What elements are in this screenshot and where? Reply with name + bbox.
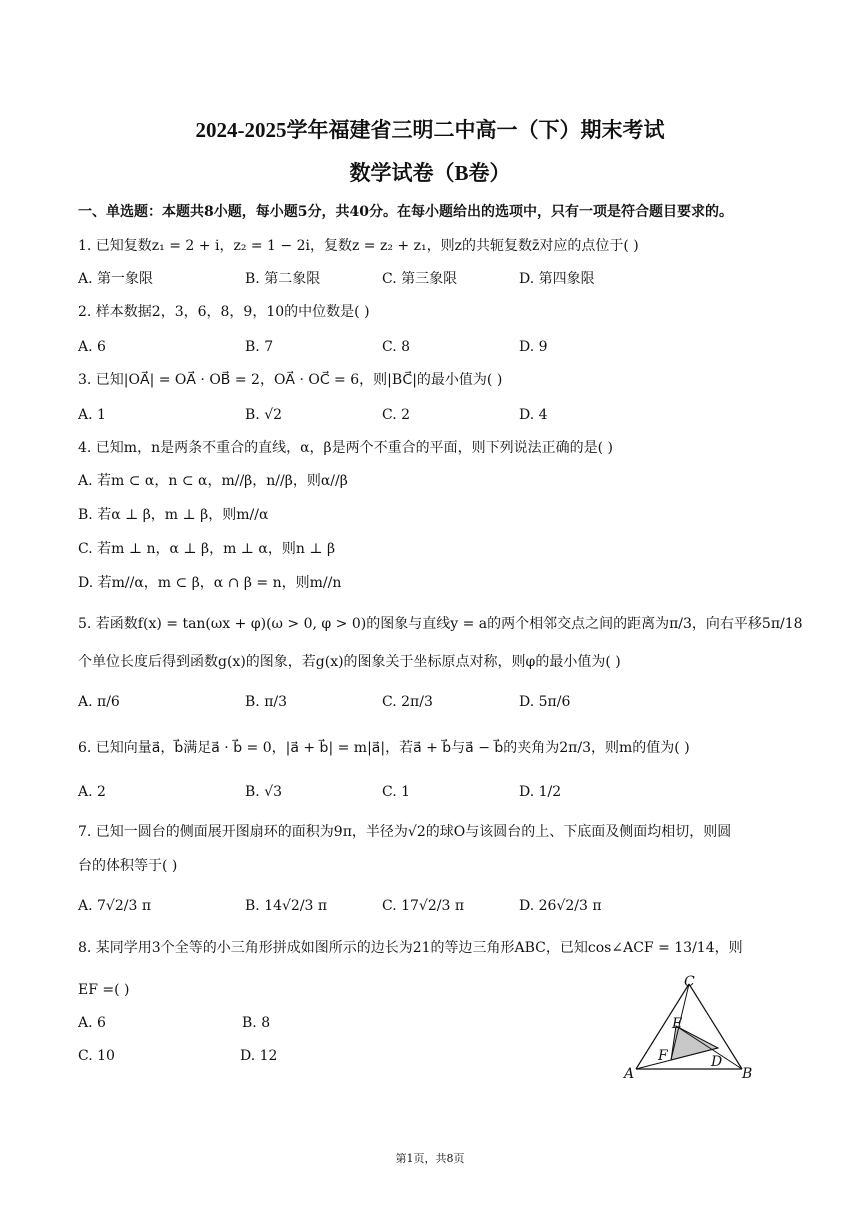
question-8-stem-line2: EF =( ) [78,982,130,998]
question-5-stem-line1: 5. 若函数f(x) = tan(ωx + φ)(ω > 0, φ > 0)的图象与直线y = a的两个相邻交点之间的距离为π/3，向右平移5π/18 [78,616,803,632]
q2-option-b: B. 7 [245,339,274,355]
q3-option-c: C. 2 [382,407,411,423]
q4-option-b: B. 若α ⊥ β，m ⊥ β，则m//α [78,507,269,523]
question-3-stem: 3. 已知|OA⃗| = OA⃗ · OB⃗ = 2，OA⃗ · OC⃗ = 6，则|BC⃗|的最小值为( ) [78,372,503,388]
q1-option-a: A. 第一象限 [78,271,154,287]
label-f: F [658,1048,668,1064]
question-4-stem: 4. 已知m，n是两条不重合的直线，α，β是两个不重合的平面，则下列说法正确的是( ) [78,440,614,456]
label-e: E [672,1016,683,1032]
question-7-stem-line2: 台的体积等于( ) [78,858,178,874]
q3-option-b: B. √2 [245,407,283,423]
q8-option-c: C. 10 [78,1048,115,1064]
question-6-stem: 6. 已知向量a⃗，b⃗满足a⃗ · b⃗ = 0，|a⃗ + b⃗| = m|a⃗|，若a⃗ + b⃗与a⃗ − b⃗的夹角为2π/3，则m的值为( ) [78,740,690,756]
q7-option-c: C. 17√2/3 π [382,898,465,914]
q7-option-d: D. 26√2/3 π [519,898,602,914]
label-b: B [742,1066,753,1082]
question-7-stem-line1: 7. 已知一圆台的侧面展开图扇环的面积为9π，半径为√2的球O与该圆台的上、下底面及侧面均相切，则圆 [78,824,732,840]
q6-option-a: A. 2 [78,784,106,800]
exam-subtitle: 数学试卷（B卷） [349,161,511,185]
q6-option-b: B. √3 [245,784,283,800]
q4-option-a: A. 若m ⊂ α，n ⊂ α，m//β，n//β，则α//β [78,473,348,489]
q6-option-d: D. 1/2 [519,784,562,800]
q1-option-c: C. 第三象限 [382,271,458,287]
q3-option-a: A. 1 [78,407,106,423]
q5-option-a: A. π/6 [78,694,120,710]
q3-option-d: D. 4 [519,407,548,423]
q5-option-d: D. 5π/6 [519,694,571,710]
q7-option-a: A. 7√2/3 π [78,898,152,914]
q8-option-b: B. 8 [242,1015,271,1031]
label-a: A [624,1066,635,1082]
q8-option-a: A. 6 [78,1015,106,1031]
label-d: D [711,1054,723,1070]
q7-option-b: B. 14√2/3 π [245,898,328,914]
question-8-stem-line1: 8. 某同学用3个全等的小三角形拼成如图所示的边长为21的等边三角形ABC，已知cos∠ACF = 13/14，则 [78,940,743,956]
triangle-figure [616,972,766,1087]
section-heading: 一、单选题：本题共8小题，每小题5分，共40分。在每小题给出的选项中，只有一项是符合题目要求的。 [78,204,733,220]
q2-option-a: A. 6 [78,339,106,355]
q2-option-d: D. 9 [519,339,548,355]
q2-option-c: C. 8 [382,339,411,355]
q1-option-d: D. 第四象限 [519,271,595,287]
page-number: 第1页，共8页 [395,1152,465,1165]
q5-option-b: B. π/3 [245,694,288,710]
q5-option-c: C. 2π/3 [382,694,433,710]
exam-title: 2024-2025学年福建省三明二中高一（下）期末考试 [195,118,665,142]
q1-option-b: B. 第二象限 [245,271,321,287]
q6-option-c: C. 1 [382,784,411,800]
q4-option-c: C. 若m ⊥ n，α ⊥ β，m ⊥ α，则n ⊥ β [78,541,336,557]
question-1-stem: 1. 已知复数z₁ = 2 + i，z₂ = 1 − 2i，复数z = z₂ + z₁，则z的共轭复数z̄对应的点位于( ) [78,238,639,254]
label-c: C [684,974,695,990]
q8-option-d: D. 12 [240,1048,278,1064]
question-2-stem: 2. 样本数据2，3，6，8，9，10的中位数是( ) [78,304,370,320]
q4-option-d: D. 若m//α，m ⊂ β，α ∩ β = n，则m//n [78,575,342,591]
question-5-stem-line2: 个单位长度后得到函数g(x)的图象，若g(x)的图象关于坐标原点对称，则φ的最小值为( ) [78,654,621,670]
